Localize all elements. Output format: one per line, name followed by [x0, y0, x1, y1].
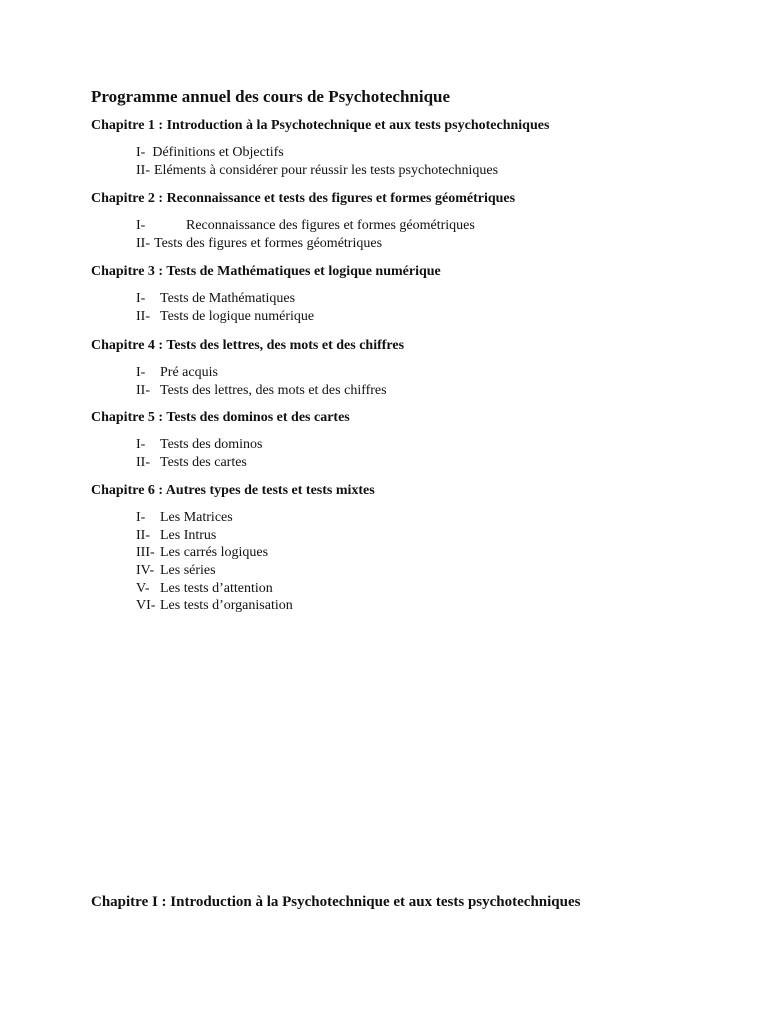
chapter-item-list: [91, 364, 731, 399]
item-text: Tests de logique numérique: [160, 308, 315, 324]
item-text: Eléments à considérer pour réussir les tests psychotechniques: [154, 162, 499, 178]
item-text: Les tests d’attention: [160, 580, 273, 596]
item-text: Les séries: [160, 563, 216, 579]
item-number: IV-: [136, 563, 155, 579]
item-number: I-: [136, 365, 146, 380]
section-heading: Chapitre I : Introduction à la Psychotechnique et aux tests psychotechniques: [91, 894, 581, 910]
item-number: VI-: [136, 598, 156, 614]
item-number: III-: [136, 545, 155, 561]
item-text: Tests des lettres, des mots et des chiffres: [160, 382, 387, 398]
list-item: [91, 364, 731, 382]
list-item: [91, 544, 731, 562]
item-number: I-: [136, 291, 146, 306]
item-number: I-: [136, 437, 146, 452]
item-text: Pré acquis: [160, 365, 218, 380]
chapter-heading: Chapitre 5 : Tests des dominos et des cartes: [91, 410, 350, 425]
list-item: [91, 235, 731, 253]
chapter-6: [91, 482, 731, 615]
item-text: Les carrés logiques: [160, 545, 269, 561]
list-item: [91, 527, 731, 545]
list-item: [91, 290, 731, 308]
chapter-item-list: [91, 217, 731, 252]
list-item: [91, 580, 731, 598]
chapter-4: [91, 337, 731, 399]
chapter-heading: Chapitre 4 : Tests des lettres, des mots et des chiffres: [91, 338, 405, 353]
list-item: [91, 562, 731, 580]
item-number: I-: [136, 510, 146, 525]
list-item: [91, 436, 731, 454]
list-item: [91, 308, 731, 326]
item-number: II-: [136, 527, 150, 543]
item-text: Les Intrus: [160, 527, 217, 543]
item-number: II-: [136, 162, 150, 178]
list-item: [91, 382, 731, 400]
chapter-2: [91, 190, 731, 252]
item-text: Tests des cartes: [160, 454, 247, 470]
list-item: [91, 454, 731, 472]
item-number: V-: [136, 580, 150, 596]
item-number: II-: [136, 235, 150, 251]
chapter-1: [91, 117, 731, 179]
chapter-heading: Chapitre 1 : Introduction à la Psychotechnique et aux tests psychotechniques: [91, 118, 550, 133]
chapter-5: [91, 409, 731, 471]
list-item: [91, 597, 731, 615]
item-number: I-: [136, 218, 146, 233]
item-text: Tests de Mathématiques: [160, 291, 296, 306]
document-title: Programme annuel des cours de Psychotechnique: [91, 87, 451, 106]
item-text: Les tests d’organisation: [160, 598, 293, 614]
list-item: [91, 217, 731, 235]
chapter-item-list: [91, 509, 731, 615]
chapter-heading: Chapitre 3 : Tests de Mathématiques et logique numérique: [91, 264, 441, 279]
item-number: I-: [136, 145, 146, 160]
item-text: Tests des dominos: [160, 437, 263, 452]
chapter-3: [91, 263, 731, 325]
chapter-item-list: [91, 290, 731, 325]
item-number: II-: [136, 308, 150, 324]
item-number: II-: [136, 382, 150, 398]
item-text: Tests des figures et formes géométriques: [154, 235, 383, 251]
list-item: [91, 144, 731, 162]
item-text: Définitions et Objectifs: [152, 145, 284, 160]
chapter-item-list: [91, 436, 731, 471]
list-item: [91, 509, 731, 527]
item-text: Les Matrices: [160, 510, 233, 525]
chapter-item-list: [91, 144, 731, 179]
list-item: [91, 162, 731, 180]
chapter-heading: Chapitre 6 : Autres types de tests et tests mixtes: [91, 483, 375, 498]
item-text: Reconnaissance des figures et formes géométriques: [186, 218, 475, 233]
chapter-heading: Chapitre 2 : Reconnaissance et tests des figures et formes géométriques: [91, 191, 516, 206]
item-number: II-: [136, 454, 150, 470]
